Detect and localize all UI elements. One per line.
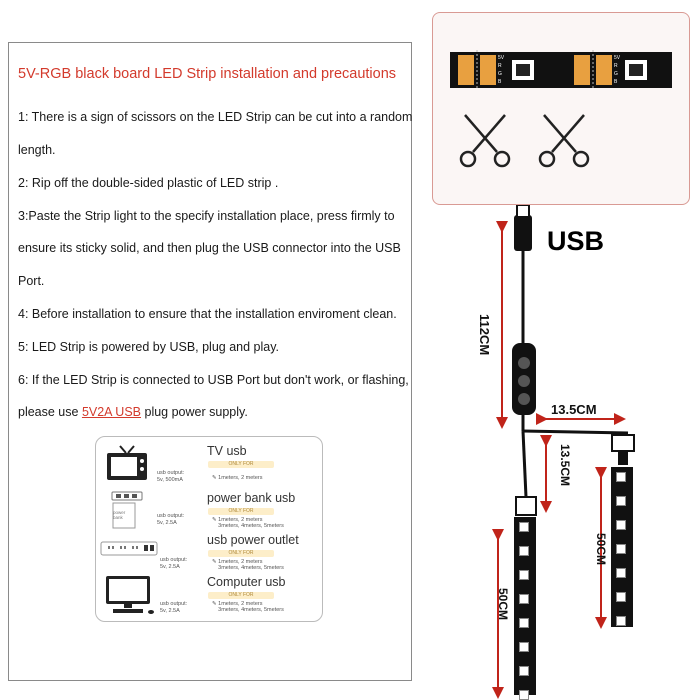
led-chip [519, 570, 529, 580]
led-chip [519, 690, 529, 700]
led-chip [616, 592, 626, 602]
instruction-line-7: 4: Before installation to ensure that the installation enviroment clean. [18, 307, 397, 321]
led-chip [616, 520, 626, 530]
usb-plug [514, 215, 532, 251]
instruction-line-8: 5: LED Strip is powered by USB, plug and play. [18, 340, 280, 354]
instruction-line-2: length. [18, 143, 56, 157]
cable-icon: ✎ [212, 475, 219, 481]
tv-lengths: ✎ 1meters, 2 meters [212, 475, 263, 481]
computer-only-for: ONLY FOR [208, 592, 274, 599]
tv-only-for: ONLY FOR [208, 461, 274, 468]
scissors-icon [455, 110, 515, 170]
led-chip [519, 522, 529, 532]
led-strip-segment [450, 50, 672, 90]
led-chip [519, 546, 529, 556]
power-bank-only-for: ONLY FOR [208, 508, 274, 515]
instructions-title: 5V-RGB black board LED Strip installation and precautions [18, 66, 397, 82]
scissors-icon [534, 110, 594, 170]
tv-output: usb output: 5v, 500mA [157, 470, 185, 483]
dim-cable-length: 112CM [477, 314, 492, 356]
computer-usb-title: Computer usb [207, 575, 286, 589]
usb-label: USB [547, 226, 605, 256]
instruction-line-10 [18, 405, 248, 419]
power-bank-device-label: power bank [113, 510, 126, 520]
outlet-only-for: ONLY FOR [208, 550, 274, 557]
instruction-line-6: Port. [18, 274, 45, 288]
line10-suffix: plug power supply. [141, 405, 248, 419]
instruction-line-4: 3:Paste the Strip light to the specify installation place, press firmly to [18, 209, 395, 223]
dim-strip-left: 50CM [496, 588, 510, 621]
outlet-output: usb output: 5v, 2.5A [160, 557, 188, 570]
power-bank-lengths: ✎ 1meters, 2 meters 3meters, 4meters, 5meters [212, 517, 284, 529]
led-chip [519, 618, 529, 628]
led-chip [616, 472, 626, 482]
instruction-line-5: ensure its sticky solid, and then plug the USB connector into the USB [18, 241, 401, 255]
led-chip [616, 496, 626, 506]
led-chip [616, 544, 626, 554]
pad-labels-1: 5V R G B [498, 55, 505, 85]
wiring-diagram [470, 205, 700, 700]
power-bank-usb-title: power bank usb [207, 491, 296, 505]
computer-output: usb output: 5v, 2.5A [160, 601, 188, 614]
led-chip [616, 616, 626, 626]
cable-icon: ✎ [212, 559, 219, 565]
led-chip [519, 642, 529, 652]
line10-prefix: please use [18, 405, 82, 419]
power-spec-highlight: 5V2A USB [81, 405, 142, 419]
pad-labels-2: 5V R G B [614, 55, 621, 85]
cut-guide-box [432, 12, 690, 205]
computer-lengths: ✎ 1meters, 2 meters 3meters, 4meters, 5meters [212, 601, 284, 613]
power-outlet-icon [100, 538, 158, 558]
instruction-line-3: 2: Rip off the double-sided plastic of LED strip . [18, 176, 279, 190]
instruction-line-1: 1: There is a sign of scissors on the LED Strip can be cut into a random [18, 110, 413, 124]
led-chip [616, 568, 626, 578]
outlet-lengths: ✎ 1meters, 2 meters 3meters, 4meters, 5meters [212, 559, 284, 571]
outlet-usb-title: usb power outlet [207, 533, 299, 547]
cable-icon: ✎ [212, 601, 219, 607]
cable-icon: ✎ [212, 517, 219, 523]
tv-usb-title: TV usb [207, 444, 247, 458]
tv-icon [104, 444, 150, 484]
led-chip [519, 594, 529, 604]
led-chip [519, 666, 529, 676]
power-bank-output: usb output: 5v, 2.5A [157, 513, 185, 526]
computer-icon [103, 574, 159, 618]
dim-branch-vertical: 13.5CM [558, 444, 572, 487]
dim-strip-right: 50CM [594, 533, 608, 566]
instruction-line-9: 6: If the LED Strip is connected to USB Port but don't work, or flashing, [18, 373, 409, 387]
dim-branch-horizontal: 13.5CM [551, 402, 597, 417]
